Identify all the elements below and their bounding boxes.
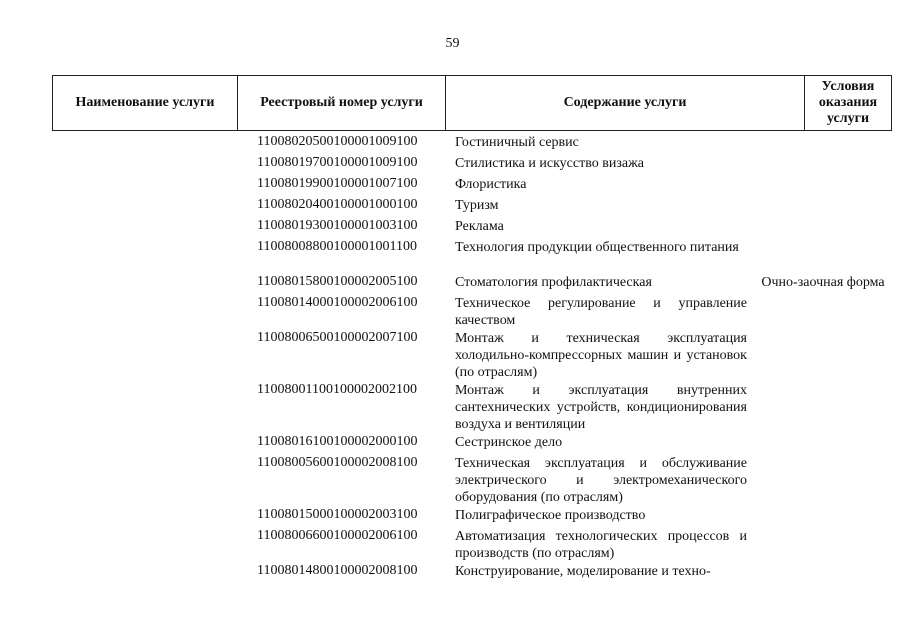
service-content: Монтаж и эксплуатация внутренних сантехнических устройств, кондиционирования воздуха и вентиляции xyxy=(455,383,747,432)
service-content: Технология продукции общественного питания xyxy=(455,240,739,255)
registry-number: 11008005600100002008100 xyxy=(257,455,418,470)
registry-number: 11008006500100002007100 xyxy=(257,330,418,345)
registry-number: 11008020500100001009100 xyxy=(257,134,418,149)
service-content: Гостиничный сервис xyxy=(455,135,579,150)
header-service-content: Содержание услуги xyxy=(446,76,805,130)
service-content: Полиграфическое производство xyxy=(455,508,646,523)
registry-number: 11008019700100001009100 xyxy=(257,155,418,170)
registry-number: 11008019900100001007100 xyxy=(257,176,418,191)
registry-number: 11008016100100002000100 xyxy=(257,434,418,449)
registry-number: 11008015000100002003100 xyxy=(257,507,418,522)
service-content: Туризм xyxy=(455,198,499,213)
registry-number: 11008015800100002005100 xyxy=(257,274,418,289)
service-content: Флористика xyxy=(455,177,527,192)
registry-number: 11008008800100001001100 xyxy=(257,239,417,254)
registry-number: 11008019300100001003100 xyxy=(257,218,418,233)
service-content: Стоматология профилактическая xyxy=(455,275,652,290)
service-content: Монтаж и техническая эксплуатация холодильно-компрессорных машин и установок (по отраслям) xyxy=(455,331,747,380)
registry-number: 11008014000100002006100 xyxy=(257,295,418,310)
service-content: Сестринское дело xyxy=(455,435,563,450)
header-registry-number: Реестровый номер услуги xyxy=(238,76,446,130)
page-number: 59 xyxy=(445,36,460,51)
service-content: Стилистика и искусство визажа xyxy=(455,156,644,171)
table-header xyxy=(52,75,892,131)
registry-number: 11008001100100002002100 xyxy=(257,382,417,397)
service-condition: Очно-заочная форма xyxy=(761,275,885,290)
registry-number: 11008020400100001000100 xyxy=(257,197,418,212)
registry-number: 11008006600100002006100 xyxy=(257,528,418,543)
service-content: Конструирование, моделирование и техно- xyxy=(455,564,711,579)
registry-number: 11008014800100002008100 xyxy=(257,563,418,578)
service-content: Реклама xyxy=(455,219,504,234)
service-content: Техническая эксплуатация и обслуживание электрического и электромеханического оборудования (по отраслям) xyxy=(455,456,747,505)
service-content: Техническое регулирование и управление качеством xyxy=(455,296,747,328)
service-content: Автоматизация технологических процессов и производств (по отраслям) xyxy=(455,529,747,561)
header-service-conditions: Условия оказания услуги xyxy=(818,79,878,126)
header-service-name: Наименование услуги xyxy=(53,76,238,130)
